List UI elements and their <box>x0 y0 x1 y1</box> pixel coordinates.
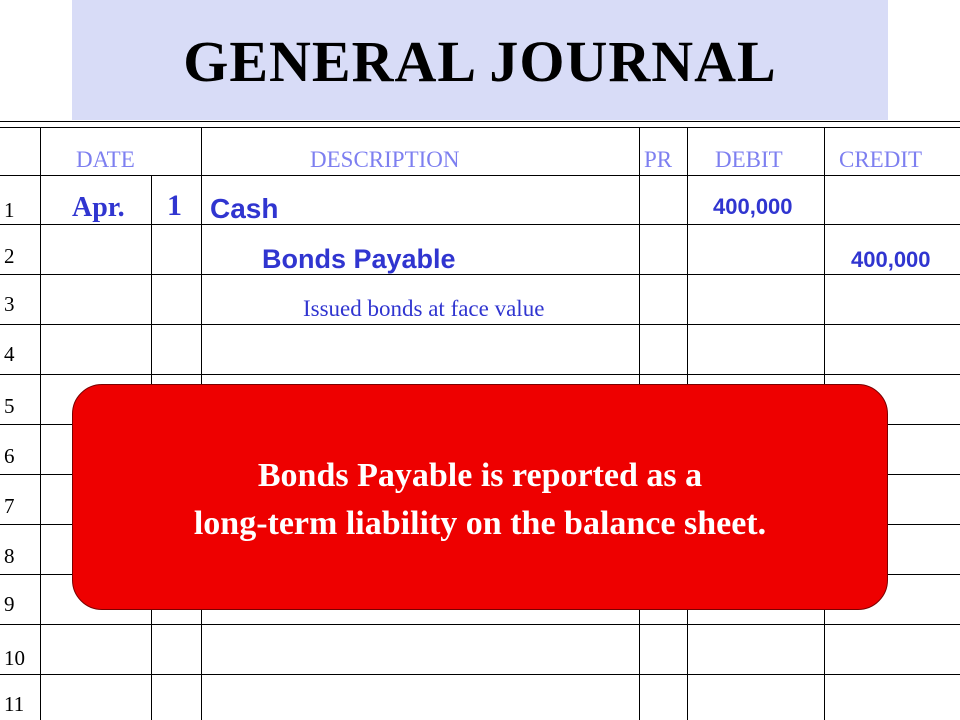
grid-line <box>0 224 960 225</box>
row-number: 6 <box>4 444 15 468</box>
header-debit: DEBIT <box>715 147 783 172</box>
row-number: 11 <box>4 692 25 716</box>
page-title: GENERAL JOURNAL <box>183 29 777 94</box>
row-number: 3 <box>4 292 15 316</box>
grid-line <box>40 127 41 720</box>
row-number: 1 <box>4 198 15 222</box>
grid-line <box>0 624 960 625</box>
entry-debit-amount: 400,000 <box>713 194 793 219</box>
grid-line <box>0 175 960 176</box>
entry-debit-account: Cash <box>210 193 279 224</box>
header-date: DATE <box>76 147 135 172</box>
row-number: 8 <box>4 544 15 568</box>
row-number: 9 <box>4 592 15 616</box>
grid-line <box>0 127 960 128</box>
header-description: DESCRIPTION <box>310 147 460 172</box>
note-callout <box>72 384 888 610</box>
entry-day: 1 <box>167 189 182 222</box>
row-number: 10 <box>4 646 25 670</box>
title-band <box>72 0 888 120</box>
note-line-1: Bonds Payable is reported as a <box>257 457 703 494</box>
row-number: 7 <box>4 494 15 518</box>
entry-credit-amount: 400,000 <box>851 247 931 272</box>
grid-line <box>0 374 960 375</box>
grid-line <box>0 274 960 275</box>
header-pr: PR <box>644 147 673 172</box>
row-number: 4 <box>4 342 15 366</box>
entry-month: Apr. <box>72 192 125 223</box>
note-line-2: long-term liability on the balance sheet. <box>193 505 767 542</box>
row-number: 5 <box>4 394 15 418</box>
row-number: 2 <box>4 244 15 268</box>
entry-credit-account: Bonds Payable <box>262 244 456 274</box>
grid-line <box>0 674 960 675</box>
grid-line <box>0 324 960 325</box>
header-credit: CREDIT <box>839 147 923 172</box>
entry-explanation: Issued bonds at face value <box>303 296 545 321</box>
grid-line <box>0 121 960 122</box>
